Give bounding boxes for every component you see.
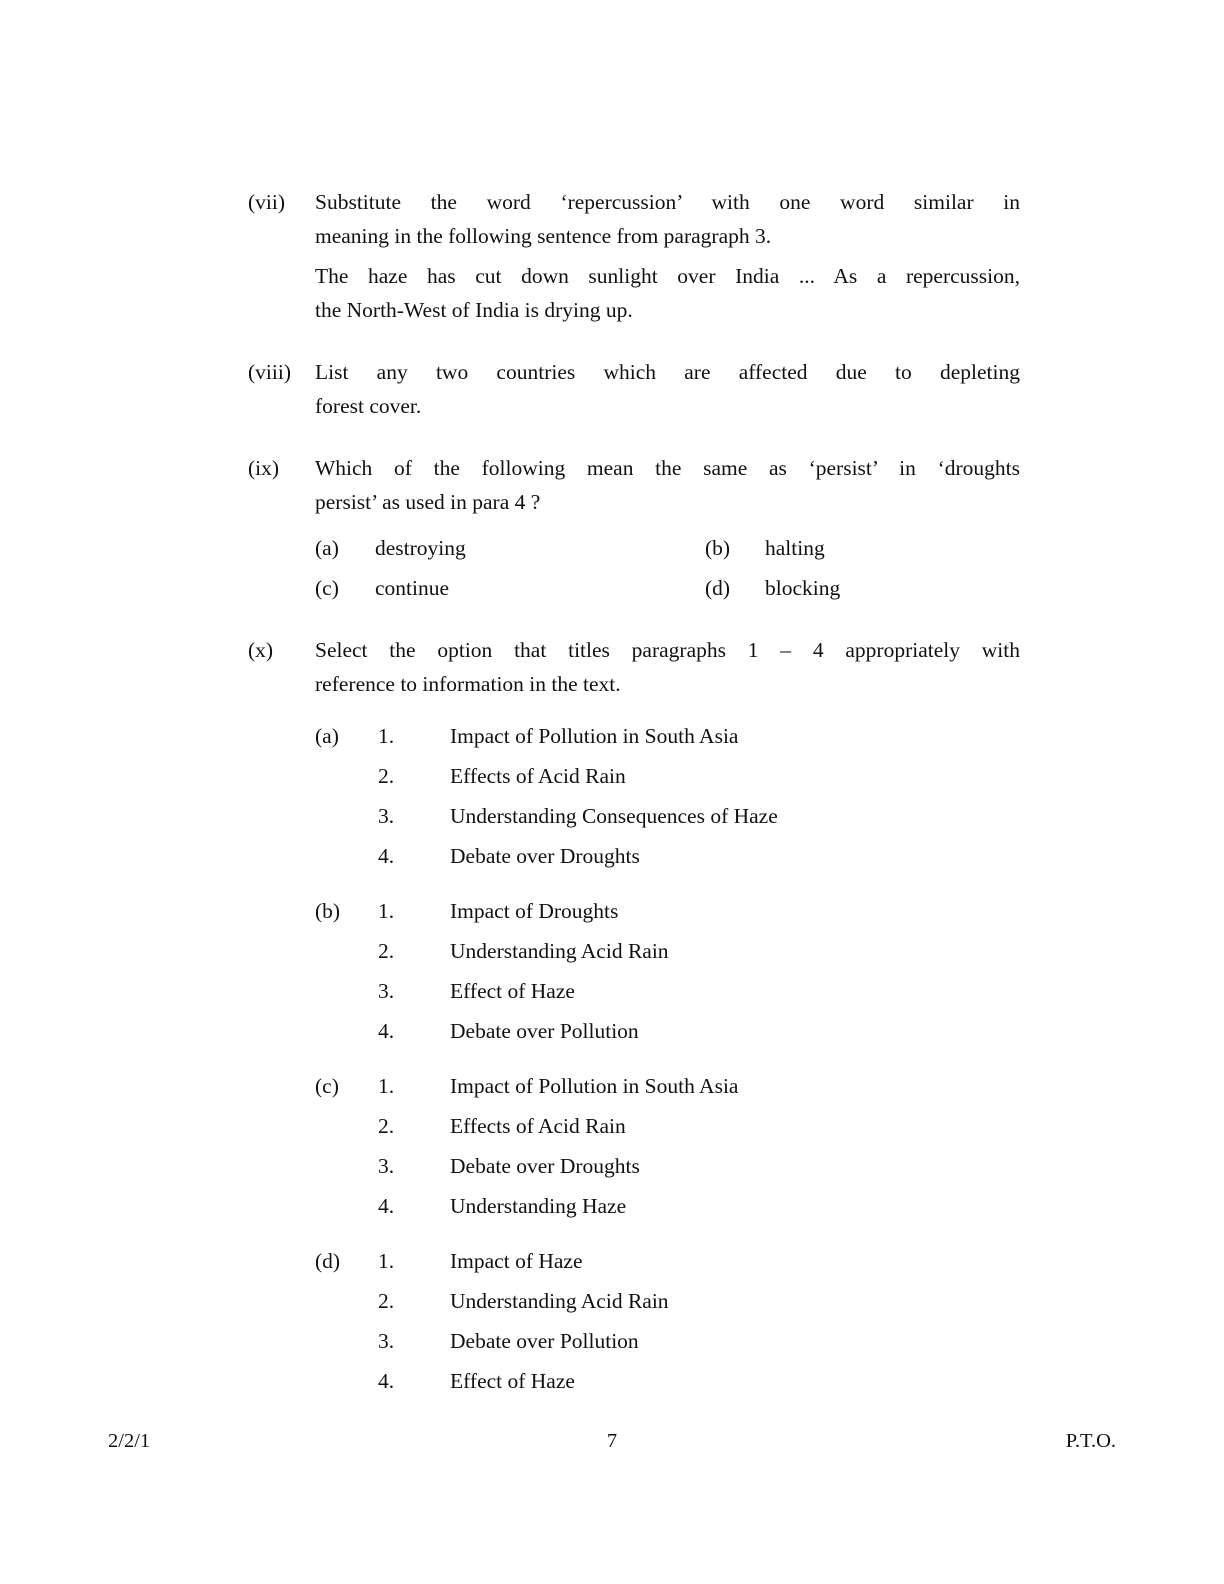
title-item bbox=[378, 974, 1020, 1008]
title-item bbox=[378, 1069, 1020, 1103]
mcq-option-d bbox=[705, 571, 1020, 605]
question-ix bbox=[248, 451, 1022, 605]
item-text: Understanding Acid Rain bbox=[450, 1289, 669, 1313]
option-label: (a) bbox=[315, 724, 339, 748]
stem-line: List any two countries which are affected due to depleting bbox=[315, 360, 1020, 384]
quote-line: the North-West of India is drying up. bbox=[315, 298, 633, 322]
item-text: Debate over Pollution bbox=[450, 1329, 639, 1353]
mcq-option-b bbox=[705, 531, 1020, 565]
item-text: Impact of Pollution in South Asia bbox=[450, 724, 739, 748]
pto-label: P.T.O. bbox=[1065, 1430, 1116, 1452]
title-option-group-b bbox=[315, 894, 1020, 1054]
item-number: 1. bbox=[378, 724, 395, 748]
mcq-option-a bbox=[315, 531, 705, 565]
mcq-option-c bbox=[315, 571, 705, 605]
title-option-group-c bbox=[315, 1069, 1020, 1229]
option-label: (c) bbox=[315, 1074, 339, 1098]
stem-line: reference to information in the text. bbox=[315, 672, 621, 696]
stem-line: forest cover. bbox=[315, 394, 422, 418]
question-viii bbox=[248, 355, 1022, 423]
question-ix-body bbox=[315, 451, 1020, 605]
question-x bbox=[248, 633, 1022, 1419]
item-number: 3. bbox=[378, 1329, 395, 1353]
option-text: destroying bbox=[375, 536, 466, 560]
option-text: continue bbox=[375, 576, 450, 600]
item-text: Effects of Acid Rain bbox=[450, 764, 626, 788]
page-number: 7 bbox=[606, 1430, 618, 1452]
title-item bbox=[378, 839, 1020, 873]
item-text: Debate over Pollution bbox=[450, 1019, 639, 1043]
title-item bbox=[378, 799, 1020, 833]
item-number: 2. bbox=[378, 764, 395, 788]
question-ix-label: (ix) bbox=[248, 456, 280, 480]
title-item bbox=[378, 934, 1020, 968]
stem-line: Substitute the word ‘repercussion’ with one word similar in bbox=[315, 190, 1020, 214]
question-viii-label: (viii) bbox=[248, 360, 291, 384]
option-text: halting bbox=[765, 536, 825, 560]
question-ix-options bbox=[315, 531, 1020, 605]
page-footer bbox=[0, 1424, 1224, 1458]
option-label: (c) bbox=[315, 576, 339, 600]
title-item bbox=[378, 1189, 1020, 1223]
stem-line: Select the option that titles paragraphs 1 – 4 appropriately with bbox=[315, 638, 1020, 662]
title-option-group-a bbox=[315, 719, 1020, 879]
item-text: Understanding Consequences of Haze bbox=[450, 804, 778, 828]
question-vii bbox=[248, 185, 1022, 327]
title-item bbox=[378, 1364, 1020, 1398]
item-number: 3. bbox=[378, 804, 395, 828]
question-vii-label: (vii) bbox=[248, 190, 286, 214]
item-number: 4. bbox=[378, 1194, 395, 1218]
item-number: 2. bbox=[378, 1114, 395, 1138]
question-x-label: (x) bbox=[248, 638, 274, 662]
item-text: Effect of Haze bbox=[450, 1369, 575, 1393]
quote-line: The haze has cut down sunlight over India ... As a repercussion, bbox=[315, 264, 1020, 288]
item-number: 4. bbox=[378, 1369, 395, 1393]
item-text: Effects of Acid Rain bbox=[450, 1114, 626, 1138]
question-x-body bbox=[315, 633, 1020, 1419]
title-item bbox=[378, 1149, 1020, 1183]
question-viii-body bbox=[315, 355, 1020, 423]
title-item bbox=[378, 1109, 1020, 1143]
item-text: Impact of Pollution in South Asia bbox=[450, 1074, 739, 1098]
item-text: Impact of Haze bbox=[450, 1249, 583, 1273]
question-vii-body bbox=[315, 185, 1020, 327]
item-number: 3. bbox=[378, 1154, 395, 1178]
item-text: Effect of Haze bbox=[450, 979, 575, 1003]
question-x-stem bbox=[315, 633, 1020, 701]
question-vii-stem bbox=[315, 185, 1020, 253]
item-number: 1. bbox=[378, 899, 395, 923]
item-text: Impact of Droughts bbox=[450, 899, 619, 923]
item-number: 4. bbox=[378, 1019, 395, 1043]
item-text: Debate over Droughts bbox=[450, 844, 640, 868]
question-viii-stem bbox=[315, 355, 1020, 423]
stem-line: Which of the following mean the same as ‘persist’ in ‘droughts bbox=[315, 456, 1020, 480]
option-label: (b) bbox=[705, 536, 731, 560]
question-vii-quote bbox=[315, 259, 1020, 327]
item-number: 1. bbox=[378, 1249, 395, 1273]
title-item bbox=[378, 719, 1020, 753]
option-label: (b) bbox=[315, 899, 341, 923]
stem-line: meaning in the following sentence from paragraph 3. bbox=[315, 224, 772, 248]
title-item bbox=[378, 759, 1020, 793]
paper-code: 2/2/1 bbox=[108, 1430, 151, 1452]
item-number: 3. bbox=[378, 979, 395, 1003]
option-label: (a) bbox=[315, 536, 339, 560]
question-x-options bbox=[315, 719, 1020, 1404]
item-number: 1. bbox=[378, 1074, 395, 1098]
title-option-group-d bbox=[315, 1244, 1020, 1404]
option-label: (d) bbox=[705, 576, 731, 600]
title-item bbox=[378, 1244, 1020, 1278]
option-text: blocking bbox=[765, 576, 841, 600]
stem-line: persist’ as used in para 4 ? bbox=[315, 490, 541, 514]
item-text: Understanding Acid Rain bbox=[450, 939, 669, 963]
title-item bbox=[378, 1284, 1020, 1318]
question-ix-stem bbox=[315, 451, 1020, 519]
title-item bbox=[378, 1324, 1020, 1358]
title-item bbox=[378, 894, 1020, 928]
item-number: 2. bbox=[378, 939, 395, 963]
option-label: (d) bbox=[315, 1249, 341, 1273]
item-number: 2. bbox=[378, 1289, 395, 1313]
title-item bbox=[378, 1014, 1020, 1048]
item-text: Understanding Haze bbox=[450, 1194, 627, 1218]
item-text: Debate over Droughts bbox=[450, 1154, 640, 1178]
item-number: 4. bbox=[378, 844, 395, 868]
